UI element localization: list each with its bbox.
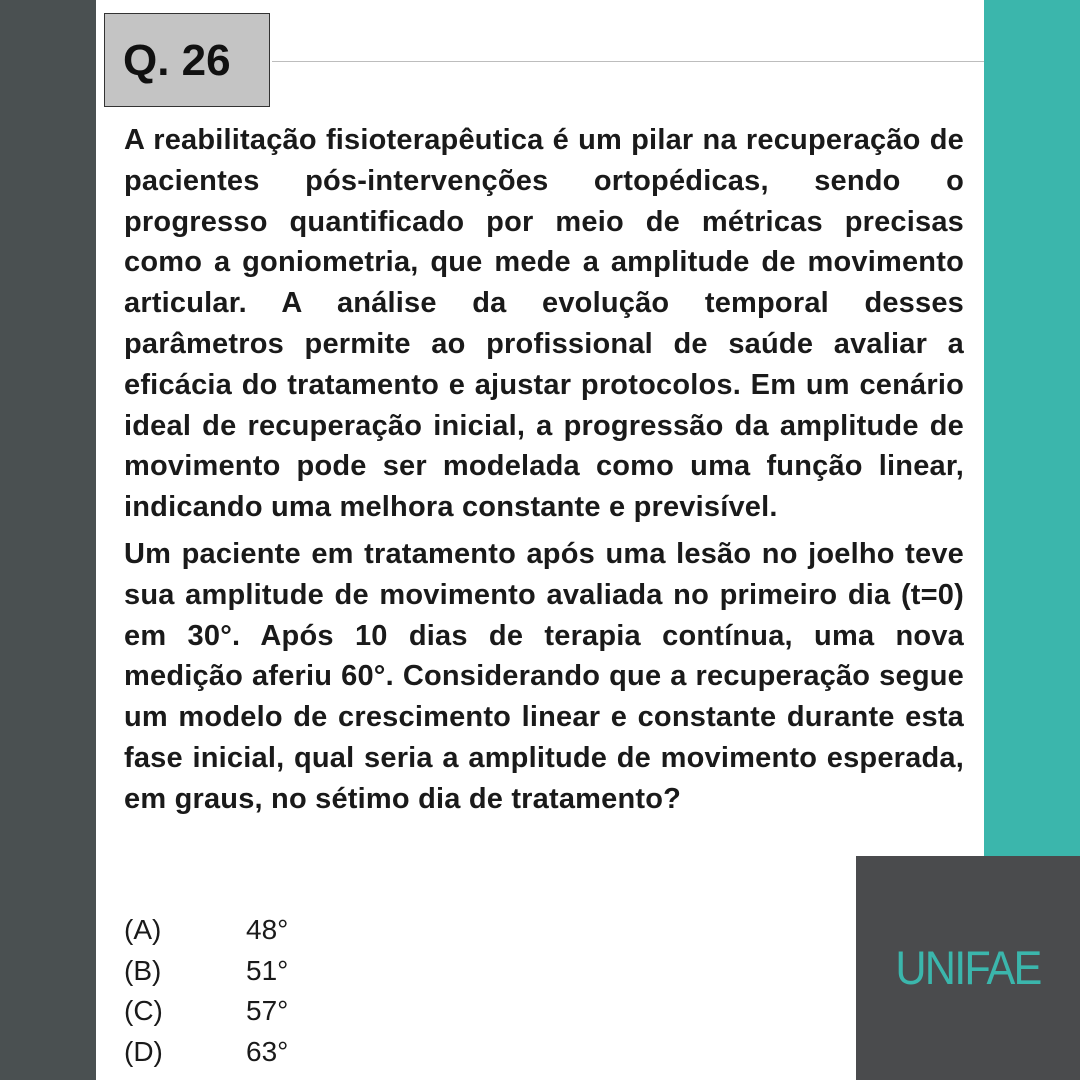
option-letter: (C) — [124, 995, 163, 1027]
statement-paragraph-context: A reabilitação fisioterapêutica é um pilar na recuperação de pacientes pós-intervenções ortopédicas, sendo o progresso quantificado por meio de métricas precisas como a goniometria, que mede a amplitude de movimento articular. A análise da evolução temporal desses parâmetros permite ao profissional de saúde avaliar a eficácia do tratamento e ajustar protocolos. Em um cenário ideal de recuperação inicial, a progressão da amplitude de movimento pode ser modelada como uma função linear, indicando uma melhora constante e previsível. — [124, 124, 964, 524]
left-background-band — [0, 0, 96, 1080]
option-letter: (A) — [124, 914, 162, 946]
option-value: 48° — [246, 914, 289, 946]
answer-option-b[interactable] — [124, 951, 524, 992]
brand-logo: UNIFAE — [895, 941, 1041, 994]
answer-option-d[interactable] — [124, 1032, 524, 1073]
answer-option-a[interactable] — [124, 910, 524, 951]
option-value: 51° — [246, 954, 289, 986]
header-divider — [272, 61, 984, 62]
question-statement — [124, 120, 964, 820]
option-value: 57° — [246, 995, 289, 1027]
answer-options-list — [124, 910, 524, 1072]
brand-logo-panel — [856, 856, 1080, 1080]
option-value: 63° — [246, 1035, 289, 1067]
statement-paragraph-problem: Um paciente em tratamento após uma lesão no joelho teve sua amplitude de movimento avaliada no primeiro dia (t=0) em 30°. Após 10 dias de terapia contínua, uma nova medição aferiu 60°. Considerando que a recuperação segue um modelo de crescimento linear e constante durante esta fase inicial, qual seria a amplitude de movimento esperada, em graus, no sétimo dia de tratamento? — [124, 537, 964, 815]
option-letter: (D) — [124, 1035, 163, 1067]
answer-option-c[interactable] — [124, 991, 524, 1032]
question-number-label: Q. 26 — [104, 13, 270, 107]
option-letter: (B) — [124, 954, 162, 986]
